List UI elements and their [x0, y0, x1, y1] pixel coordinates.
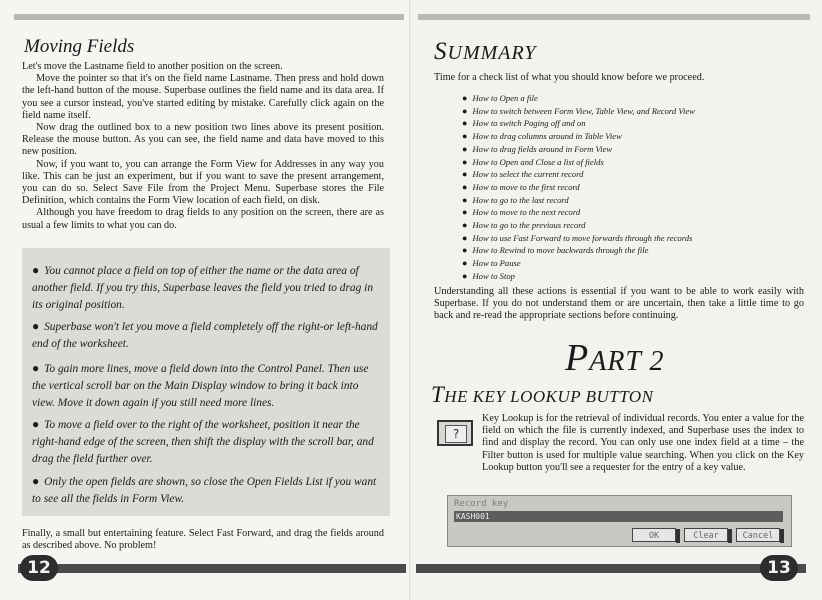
list-item: ● How to Open a file [462, 92, 695, 105]
page-number: 13 [760, 555, 798, 581]
list-item: ● How to drag columns around in Table View [462, 130, 695, 143]
summary-checklist [462, 92, 695, 283]
bottom-rule [18, 564, 406, 573]
tips-box [22, 248, 390, 516]
tip-item: ● You cannot place a field on top of either the name or the data area of another field. If you try this, Superbase leaves the field you tried to drag in its original position. [32, 263, 374, 311]
list-item: ● How to go to the previous record [462, 219, 695, 232]
list-item: ● How to go to the last record [462, 194, 695, 207]
list-item: ● How to switch between Form View, Table View, and Record View [462, 105, 695, 118]
bottom-rule [416, 564, 806, 573]
paragraph: Move the pointer so that it's on the field name Lastname. Then press and hold down the left-hand button of the mouse. Superbase outlines the field name and its data area. If you see a cursor instead, you've started editing by mistake. Carefully click again on the field name itself. [22, 73, 384, 121]
summary-heading: SUMMARY [434, 38, 537, 65]
list-item: ● How to Rewind to move backwards through the file [462, 244, 695, 257]
cancel-button[interactable]: Cancel [736, 528, 780, 542]
paragraph: Let's move the Lastname field to another position on the screen. [22, 61, 283, 72]
clear-button[interactable]: Clear [684, 528, 728, 542]
bullet-icon: ● [32, 417, 40, 431]
tip-item: ● To move a field over to the right of the worksheet, position it near the right-hand edge of the screen, then shift the display with the scroll bar, and drag the field further over. [32, 417, 374, 465]
question-mark-icon: ? [445, 425, 467, 443]
record-key-value: KASH001 [456, 512, 490, 521]
paragraph: Although you have freedom to drag fields to any position on the screen, there are as usual a few limits to what you can do. [22, 207, 384, 231]
bullet-icon: ● [32, 319, 40, 333]
left-page [0, 0, 410, 600]
list-item: ● How to select the current record [462, 168, 695, 181]
list-item: ● How to use Fast Forward to move forwards through the records [462, 232, 695, 245]
bullet-icon: ● [32, 474, 40, 488]
paragraph: Now, if you want to, you can arrange the Form View for Addresses in any way you like. This can be just an experiment, but if you want to save the present arrangement, you can do so. Select Save File from the Project Menu. Superbase stores the File Definition, which contains the Form View location of each field, on disk. [22, 158, 384, 207]
key-lookup-text: Key Lookup is for the retrieval of individual records. You enter a value for the field on which the file is currently indexed, and Superbase uses the index to find and display the record. You can only use one index field at a time – the Filter button is used for multiple value searching. When you click on the Key Lookup button you'll see a requester for the entry of a key value. [482, 413, 804, 473]
bullet-icon: ● [32, 263, 40, 277]
part-heading: PART 2 [565, 337, 665, 379]
top-rule [14, 14, 404, 20]
bullet-icon: ● [32, 361, 40, 375]
list-item: ● How to Pause [462, 257, 695, 270]
paragraph: Now drag the outlined box to a new position two lines above its present position. Release the mouse button. As you can see, the field name and data have moved to this new position. [22, 122, 384, 158]
list-item: ● How to switch Paging off and on [462, 117, 695, 130]
moving-fields-heading: Moving Fields [24, 36, 135, 57]
tip-item: ● Superbase won't let you move a field completely off the right-or left-hand end of the worksheet. [32, 319, 378, 350]
top-rule [418, 14, 810, 20]
ok-button[interactable]: OK [632, 528, 676, 542]
list-item: ● How to move to the next record [462, 206, 695, 219]
list-item: ● How to drag fields around in Form View [462, 143, 695, 156]
dialog-title: Record key [454, 499, 509, 509]
record-key-input[interactable] [454, 511, 783, 522]
key-lookup-heading: THE KEY LOOKUP BUTTON [431, 382, 654, 407]
list-item: ● How to move to the first record [462, 181, 695, 194]
list-item: ● How to Open and Close a list of fields [462, 156, 695, 169]
closing-paragraph: Finally, a small but entertaining feature. Select Fast Forward, and drag the fields around as described above. No problem! [22, 528, 384, 552]
tip-item: ● To gain more lines, move a field down into the Control Panel. Then use the vertical scroll bar on the Main Display window to bring it back into view. Move it down again if you still need more lines. [32, 361, 369, 409]
tip-item: ● Only the open fields are shown, so close the Open Fields List if you want to see all the fields in Form View. [32, 474, 377, 505]
list-item: ● How to Stop [462, 270, 695, 283]
page-number: 12 [20, 555, 58, 581]
record-key-requester [447, 495, 792, 547]
moving-fields-body [22, 61, 384, 232]
summary-intro: Time for a check list of what you should know before we proceed. [434, 72, 705, 83]
summary-closing: Understanding all these actions is essential if you want to be able to work easily with Superbase. If you do not understand them or are uncertain, then take a little time to go back and re-read the appropriate sections before continuing. [434, 286, 804, 322]
